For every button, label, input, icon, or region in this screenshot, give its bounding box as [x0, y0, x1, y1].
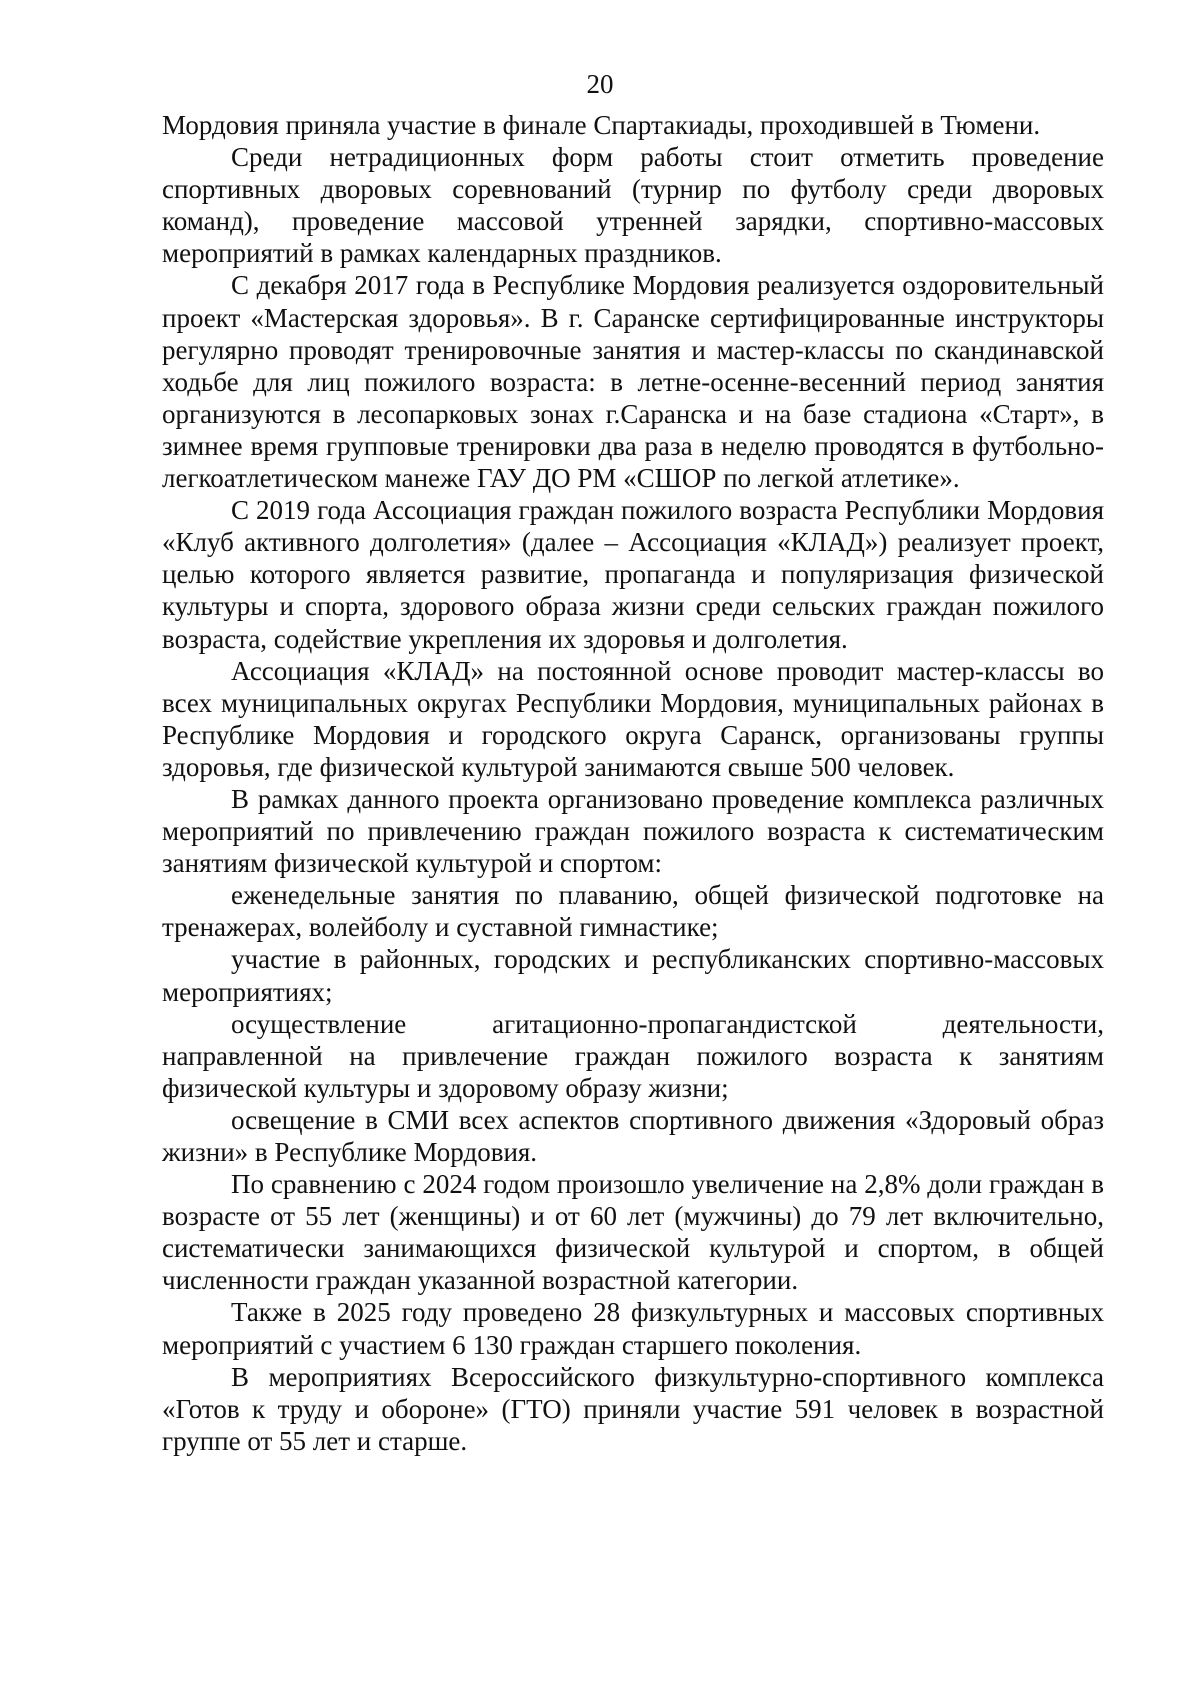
paragraph-klad-master-classes: Ассоциация «КЛАД» на постоянной основе проводит мастер-классы во всех муниципальных округах Республики Мордовия, муниципальных районах в Республике Мордовия и городского округа Саранск, организованы группы здоровья, где физической культурой занимаются свыше 500 человек.: [162, 655, 1104, 782]
paragraph-project-events: В рамках данного проекта организовано проведение комплекса различных мероприятий по привлечению граждан пожилого возраста к систематическим занятиям физической культурой и спортом:: [162, 783, 1104, 879]
paragraph-statistics-2024: По сравнению с 2024 годом произошло увеличение на 2,8% доли граждан в возрасте от 55 лет (женщины) и от 60 лет (мужчины) до 79 лет включительно, систематически занимающихся физической культурой и спортом, в общей численности граждан указанной возрастной категории.: [162, 1169, 1104, 1296]
paragraph-continuation: Мордовия приняла участие в финале Спартакиады, проходившей в Тюмени.: [162, 110, 1041, 140]
paragraph-health-workshop: С декабря 2017 года в Республике Мордовия реализуется оздоровительный проект «Мастерская здоровья». В г. Саранске сертифицированные инструкторы регулярно проводят тренировочные занятия и мастер-классы по скандинавской ходьбе для лиц пожилого возраста: в летне-осенне-весенний период занятия организуются в лесопарковых зонах г.Саранска и на базе стадиона «Старт», в зимнее время групповые тренировки два раза в неделю проводятся в футбольно-легкоатлетическом манеже ГАУ ДО РМ «СШОР по легкой атлетике».: [162, 270, 1104, 494]
paragraph-klad-association: С 2019 года Ассоциация граждан пожилого возраста Республики Мордовия «Клуб активного долголетия» (далее – Ассоциация «КЛАД») реализует проект, целью которого является развитие, пропаганда и популяризация физической культуры и спорта, здорового образа жизни среди сельских граждан пожилого возраста, содействие укрепления их здоровья и долголетия.: [162, 495, 1104, 654]
paragraph-events-2025: Также в 2025 году проведено 28 физкультурных и массовых спортивных мероприятий с участием 6 130 граждан старшего поколения.: [162, 1297, 1104, 1360]
list-item-weekly-classes: еженедельные занятия по плаванию, общей физической подготовке на тренажерах, волейболу и суставной гимнастике;: [162, 880, 1104, 943]
page-number: 20: [586, 69, 614, 99]
list-item-promotion: осуществление агитационно-пропагандистской деятельности, направленной на привлечение граждан пожилого возраста к занятиям физической культуры и здоровому образу жизни;: [162, 1008, 1104, 1103]
list-item-participation: участие в районных, городских и республиканских спортивно-массовых мероприятиях;: [162, 944, 1104, 1007]
paragraph-nontraditional-forms: Среди нетрадиционных форм работы стоит отметить проведение спортивных дворовых соревнований (турнир по футболу среди дворовых команд), проведение массовой утренней зарядки, спортивно-массовых мероприятий в рамках календарных праздников.: [162, 142, 1104, 269]
list-item-media-coverage: освещение в СМИ всех аспектов спортивного движения «Здоровый образ жизни» в Республике Мордовия.: [162, 1104, 1104, 1167]
paragraph-gto: В мероприятиях Всероссийского физкультурно-спортивного комплекса «Готов к труду и обороне» (ГТО) приняли участие 591 человек в возрастной группе от 55 лет и старше.: [162, 1361, 1104, 1456]
body-text: [162, 109, 1104, 1457]
